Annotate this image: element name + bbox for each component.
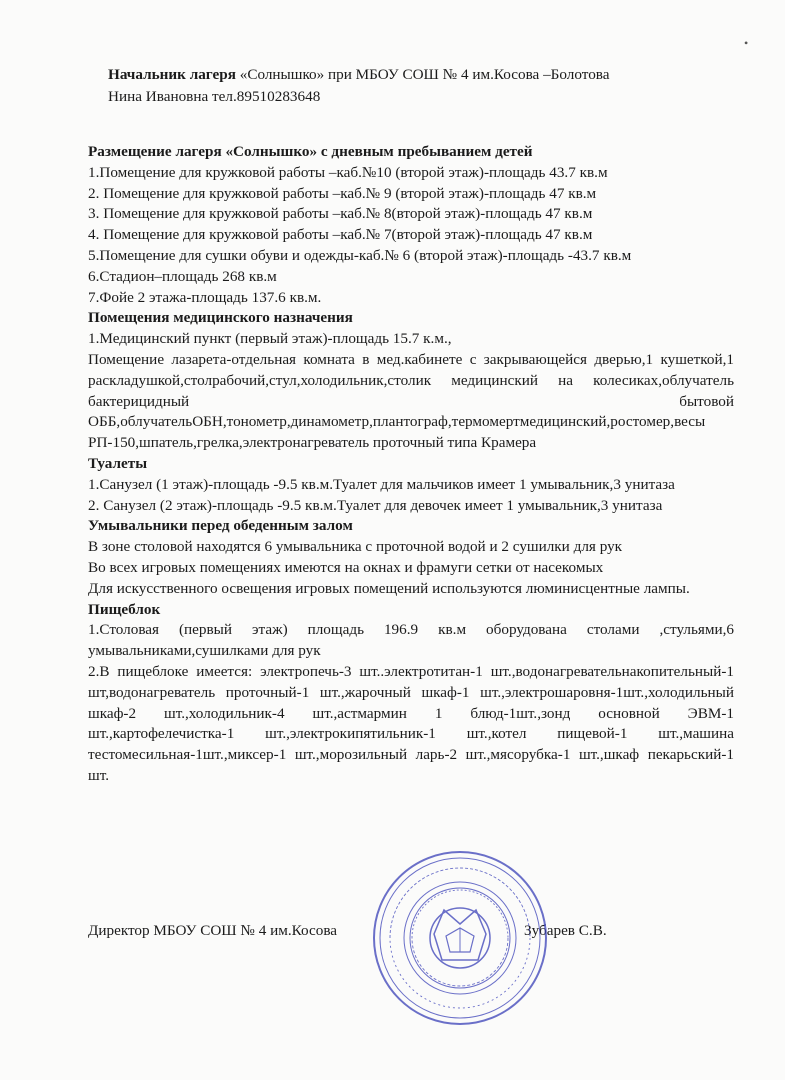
header-camp: «Солнышко» при МБОУ СОШ № 4 им.Косова –Болотова bbox=[235, 66, 610, 83]
director-name: Зубарев С.В. bbox=[524, 922, 607, 939]
heading-kitchen: Пищеблок bbox=[88, 600, 161, 618]
washbasins-line-3: Для искусственного освещения игровых помещений используются люминисцентные лампы. bbox=[88, 579, 690, 597]
document-body bbox=[88, 142, 734, 787]
placement-item-5: 5.Помещение для сушки обуви и одежды-каб.№ 6 (второй этаж)-площадь -43.7 кв.м bbox=[88, 246, 632, 264]
heading-washbasins: Умывальники перед обеденным залом bbox=[88, 517, 353, 535]
placement-item-4: 4. Помещение для кружковой работы –каб.№ 7(второй этаж)-площадь 47 кв.м bbox=[88, 226, 593, 244]
washbasins-line-1: В зоне столовой находятся 6 умывальника с проточной водой и 2 сушилки для рук bbox=[88, 538, 623, 556]
toilets-item-1: 1.Санузел (1 этаж)-площадь -9.5 кв.м.Туалет для мальчиков имеет 1 умывальник,3 унитаза bbox=[88, 475, 675, 493]
header-line-2: Нина Ивановна тел.89510283648 bbox=[108, 87, 321, 105]
placement-item-1: 1.Помещение для кружковой работы –каб.№10 (второй этаж)-площадь 43.7 кв.м bbox=[88, 163, 608, 181]
placement-item-2: 2. Помещение для кружковой работы –каб.№ 9 (второй этаж)-площадь 47 кв.м bbox=[88, 184, 597, 202]
header-role: Начальник лагеря bbox=[108, 66, 236, 83]
medical-item-2: Помещение лазарета-отдельная комната в мед.кабинете с закрывающейся дверью,1 кушеткой,1 раскладушкой,столрабочий,стул,холодильник,столик медицинский на колесиках,облучатель бактерицидный бытовой ОББ,облучательОБН,тонометр,динамометр,плантограф,термомертмедицинский,ростомер,весы РП-150,шпатель,грелка,электронагреватель проточный типа Крамера bbox=[88, 350, 734, 452]
corner-mark: • bbox=[744, 36, 749, 50]
kitchen-item-1: 1.Столовая (первый этаж) площадь 196.9 кв.м оборудована столами ,стульями,6 умывальниками,сушилками для рук bbox=[88, 621, 734, 660]
heading-medical: Помещения медицинского назначения bbox=[88, 309, 353, 327]
placement-item-7: 7.Фойе 2 этажа-площадь 137.6 кв.м. bbox=[88, 288, 322, 306]
director-title: Директор МБОУ СОШ № 4 им.Косова bbox=[88, 922, 338, 939]
document-header bbox=[108, 64, 738, 107]
toilets-item-2: 2. Санузел (2 этаж)-площадь -9.5 кв.м.Туалет для девочек имеет 1 умывальник,3 унитаза bbox=[88, 496, 663, 514]
kitchen-item-2: 2.В пищеблоке имеется: электропечь-3 шт..электротитан-1 шт.,водонагревательнакопительный-1 шт,водонагреватель проточный-1 шт.,жарочный шкаф-1 шт.,электрошаровня-1шт.,холодильный шкаф-2 шт.,холодильник-4 шт.,астмармин 1 блюд-1шт.,зонд основной ЭВМ-1 шт.,картофелечистка-1 шт.,электрокипятильник-1 шт.,котел пищевой-1 шт.,машина тестомесильная-1шт.,миксер-1 шт.,морозильный ларь-2 шт.,мясорубка-1 шт.,шкаф пекарьский-1 шт. bbox=[88, 662, 734, 784]
heading-placement: Размещение лагеря «Солнышко» с дневным пребыванием детей bbox=[88, 143, 533, 160]
stamp-seal bbox=[370, 848, 550, 1028]
washbasins-line-2: Во всех игровых помещениях имеются на окнах и фрамуги сетки от насекомых bbox=[88, 558, 604, 576]
placement-item-3: 3. Помещение для кружковой работы –каб.№ 8(второй этаж)-площадь 47 кв.м bbox=[88, 205, 593, 223]
medical-item-1: 1.Медицинский пункт (первый этаж)-площадь 15.7 к.м., bbox=[88, 330, 452, 348]
placement-item-6: 6.Стадион–площадь 268 кв.м bbox=[88, 267, 277, 285]
heading-toilets: Туалеты bbox=[88, 454, 148, 472]
header-line-1 bbox=[108, 64, 738, 86]
